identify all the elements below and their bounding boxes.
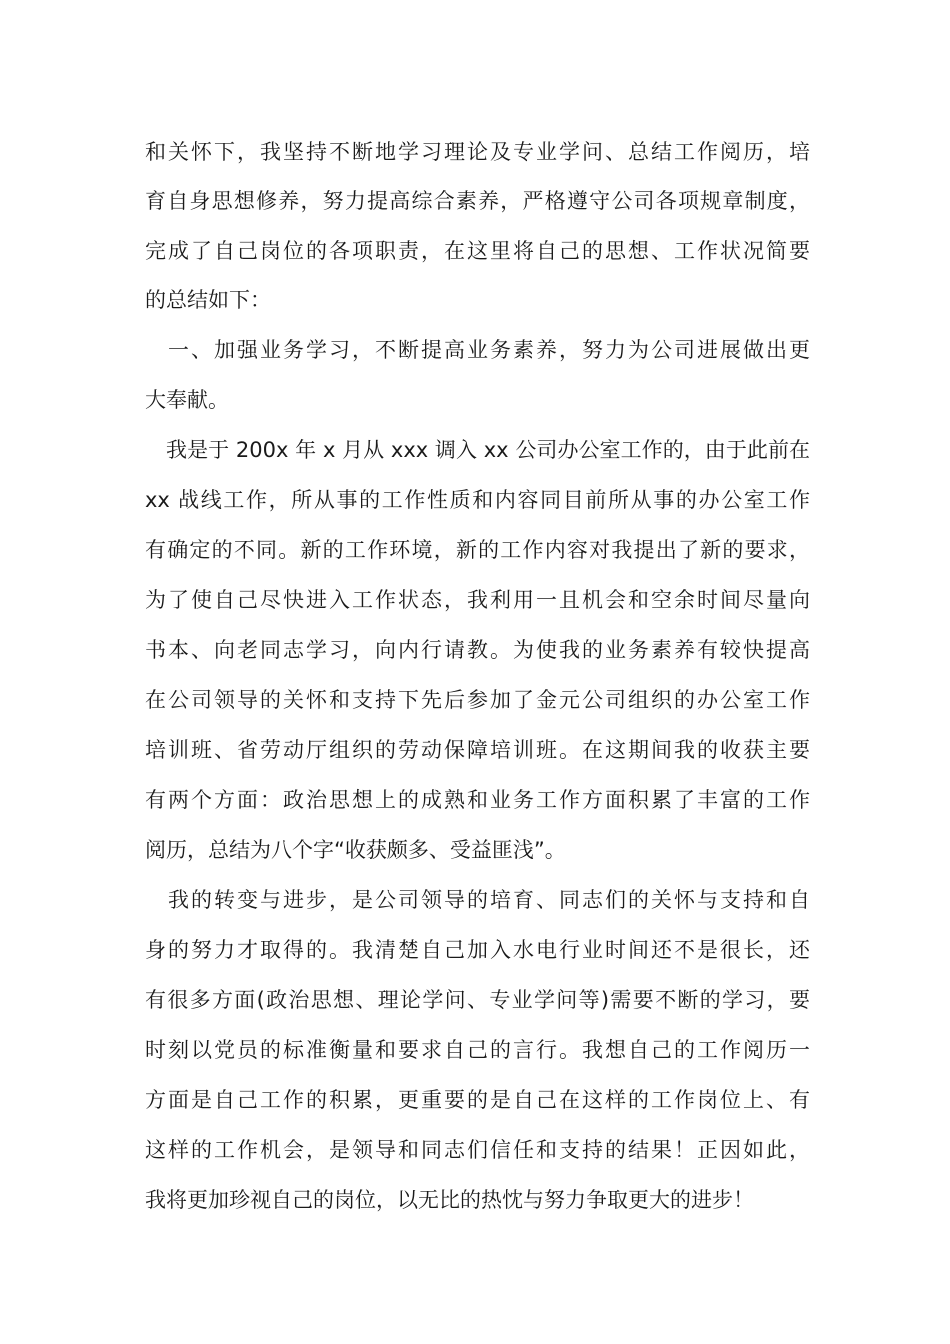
text-line: 和关怀下，我坚持不断地学习理论及专业学问、总结工作阅历，培 — [145, 140, 810, 164]
text-line: 完成了自己岗位的各项职责，在这里将自己的思想、工作状况简要 — [145, 239, 810, 263]
text-line: 身的努力才取得的。我清楚自己加入水电行业时间还不是很长，还 — [145, 938, 810, 962]
text-line: 的总结如下： — [145, 288, 271, 312]
text-line: 有很多方面(政治思想、理论学问、专业学问等)需要不断的学习，要 — [145, 988, 810, 1012]
section-heading-line: 一、加强业务学习，不断提高业务素养，努力为公司进展做出更 — [145, 338, 810, 362]
text-line: 这样的工作机会，是领导和同志们信任和支持的结果！正因如此， — [145, 1138, 810, 1162]
text-line: 育自身思想修养，努力提高综合素养，严格遵守公司各项规章制度， — [145, 189, 810, 213]
text-line: 书本、向老同志学习，向内行请教。为使我的业务素养有较快提高 — [145, 638, 810, 662]
text-line: 有确定的不同。新的工作环境，新的工作内容对我提出了新的要求， — [145, 538, 810, 562]
text-line: 方面是自己工作的积累，更重要的是自己在这样的工作岗位上、有 — [145, 1088, 810, 1112]
text-line: 时刻以党员的标准衡量和要求自己的言行。我想自己的工作阅历一 — [145, 1038, 810, 1062]
text-line: xx 战线工作，所从事的工作性质和内容同目前所从事的办公室工作 — [145, 488, 810, 512]
section-heading-line: 大奉献。 — [145, 388, 229, 412]
text-line: 我的转变与进步，是公司领导的培育、同志们的关怀与支持和自 — [145, 888, 810, 912]
text-line: 培训班、省劳动厅组织的劳动保障培训班。在这期间我的收获主要 — [145, 738, 810, 762]
text-line: 阅历，总结为八个字“收获颇多、受益匪浅”。 — [145, 838, 566, 862]
text-line: 在公司领导的关怀和支持下先后参加了金元公司组织的办公室工作 — [145, 688, 810, 712]
text-line: 我是于 200x 年 x 月从 xxx 调入 xx 公司办公室工作的，由于此前在 — [145, 438, 810, 462]
text-line: 为了使自己尽快进入工作状态，我利用一且机会和空余时间尽量向 — [145, 588, 810, 612]
text-line: 有两个方面：政治思想上的成熟和业务工作方面积累了丰富的工作 — [145, 788, 810, 812]
text-line: 我将更加珍视自己的岗位，以无比的热忱与努力争取更大的进步！ — [145, 1188, 754, 1212]
